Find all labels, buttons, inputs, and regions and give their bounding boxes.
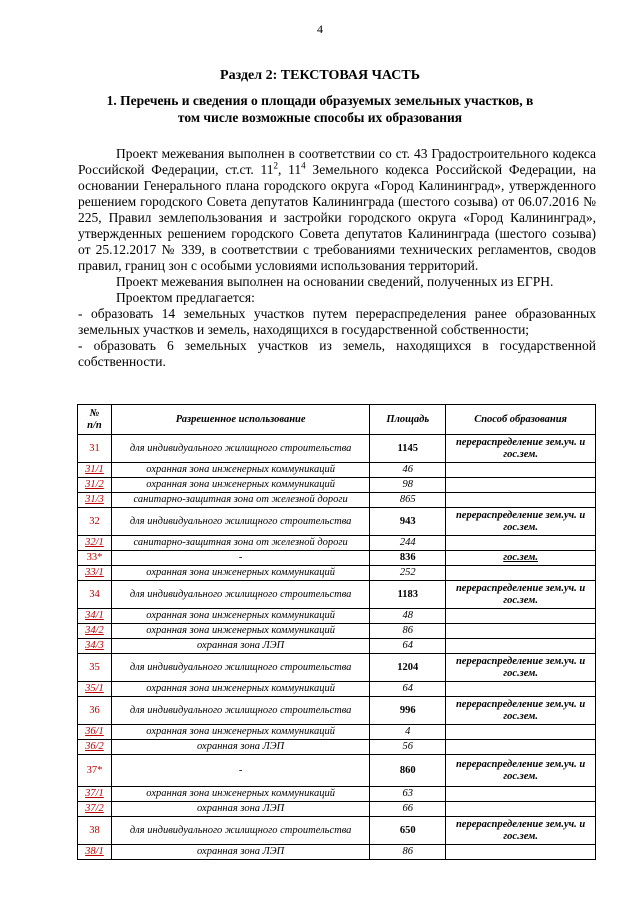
area-cell: 650 <box>370 817 446 845</box>
area-cell: 244 <box>370 536 446 551</box>
table-row <box>78 435 596 463</box>
table-row <box>78 740 596 755</box>
paragraph-egrn: Проект межевания выполнен на основании сведений, полученных из ЕГРН. <box>116 274 554 289</box>
area-cell: 1204 <box>370 654 446 682</box>
permitted-use-cell: санитарно-защитная зона от железной дороги <box>111 493 369 508</box>
table-row <box>78 725 596 740</box>
area-cell: 996 <box>370 697 446 725</box>
permitted-use-cell: охранная зона инженерных коммуникаций <box>111 725 369 740</box>
paragraph-proposal: Проектом предлагается: <box>116 290 255 305</box>
area-cell: 66 <box>370 802 446 817</box>
plot-number-cell: 33* <box>78 551 112 566</box>
plot-number-cell: 31/1 <box>78 463 112 478</box>
header-area: Площадь <box>370 405 446 435</box>
section-title: Раздел 2: ТЕКСТОВАЯ ЧАСТЬ <box>220 68 420 83</box>
area-cell: 836 <box>370 551 446 566</box>
permitted-use-cell: - <box>111 755 369 787</box>
plot-number-cell: 31/3 <box>78 493 112 508</box>
permitted-use-cell: охранная зона инженерных коммуникаций <box>111 624 369 639</box>
permitted-use-cell: для индивидуального жилищного строительства <box>111 508 369 536</box>
plot-number-cell: 35 <box>78 654 112 682</box>
table-row <box>78 609 596 624</box>
bullet-state-land: - образовать 6 земельных участков из земель, находящихся в государственной собственности. <box>78 338 596 369</box>
formation-method-cell: перераспределение зем.уч. и гос.зем. <box>446 697 596 725</box>
land-plots-table <box>77 404 596 860</box>
plot-number-cell: 32 <box>78 508 112 536</box>
area-cell: 46 <box>370 463 446 478</box>
table-row <box>78 463 596 478</box>
permitted-use-cell: - <box>111 551 369 566</box>
formation-method-cell: перераспределение зем.уч. и гос.зем. <box>446 508 596 536</box>
header-number: № п/п <box>78 405 112 435</box>
area-cell: 1145 <box>370 435 446 463</box>
formation-method-cell <box>446 566 596 581</box>
table-row <box>78 654 596 682</box>
permitted-use-cell: охранная зона ЛЭП <box>111 639 369 654</box>
plot-number-cell: 37* <box>78 755 112 787</box>
table-row <box>78 508 596 536</box>
plot-number-cell: 34/2 <box>78 624 112 639</box>
plot-number-cell: 34/3 <box>78 639 112 654</box>
formation-method-cell <box>446 609 596 624</box>
permitted-use-cell: для индивидуального жилищного строительства <box>111 697 369 725</box>
plot-number-cell: 38/1 <box>78 845 112 860</box>
plot-number-cell: 33/1 <box>78 566 112 581</box>
area-cell: 63 <box>370 787 446 802</box>
formation-method-cell <box>446 787 596 802</box>
area-cell: 865 <box>370 493 446 508</box>
formation-method-cell <box>446 740 596 755</box>
table-row <box>78 566 596 581</box>
area-cell: 64 <box>370 682 446 697</box>
plot-number-cell: 36 <box>78 697 112 725</box>
table-row <box>78 845 596 860</box>
formation-method-cell <box>446 802 596 817</box>
formation-method-cell <box>446 845 596 860</box>
permitted-use-cell: для индивидуального жилищного строительства <box>111 435 369 463</box>
table-row <box>78 755 596 787</box>
formation-method-cell <box>446 639 596 654</box>
permitted-use-cell: охранная зона ЛЭП <box>111 845 369 860</box>
permitted-use-cell: охранная зона инженерных коммуникаций <box>111 478 369 493</box>
formation-method-cell <box>446 725 596 740</box>
formation-method-cell <box>446 478 596 493</box>
plot-number-cell: 36/1 <box>78 725 112 740</box>
table-row <box>78 493 596 508</box>
table-row <box>78 581 596 609</box>
formation-method-cell: перераспределение зем.уч. и гос.зем. <box>446 817 596 845</box>
plot-number-cell: 37/1 <box>78 787 112 802</box>
formation-method-cell: перераспределение зем.уч. и гос.зем. <box>446 435 596 463</box>
header-formation-method: Способ образования <box>446 405 596 435</box>
area-cell: 860 <box>370 755 446 787</box>
formation-method-cell <box>446 536 596 551</box>
table-row <box>78 639 596 654</box>
plot-number-cell: 31/2 <box>78 478 112 493</box>
area-cell: 64 <box>370 639 446 654</box>
formation-method-cell <box>446 624 596 639</box>
formation-method-cell: перераспределение зем.уч. и гос.зем. <box>446 654 596 682</box>
area-cell: 943 <box>370 508 446 536</box>
table-row <box>78 478 596 493</box>
table-row <box>78 802 596 817</box>
formation-method-cell <box>446 463 596 478</box>
table-row <box>78 551 596 566</box>
plot-number-cell: 38 <box>78 817 112 845</box>
formation-method-cell: перераспределение зем.уч. и гос.зем. <box>446 755 596 787</box>
table-row <box>78 536 596 551</box>
body-text <box>78 146 596 370</box>
plot-number-cell: 34/1 <box>78 609 112 624</box>
area-cell: 48 <box>370 609 446 624</box>
area-cell: 4 <box>370 725 446 740</box>
permitted-use-cell: охранная зона ЛЭП <box>111 740 369 755</box>
table-row <box>78 817 596 845</box>
plot-number-cell: 34 <box>78 581 112 609</box>
area-cell: 56 <box>370 740 446 755</box>
bullet-redistribution: - образовать 14 земельных участков путем перераспределения ранее образованных земельных участков и земель, находящихся в государственной собственности; <box>78 306 596 337</box>
plot-number-cell: 31 <box>78 435 112 463</box>
table-row <box>78 697 596 725</box>
permitted-use-cell: для индивидуального жилищного строительства <box>111 654 369 682</box>
formation-method-cell: гос.зем. <box>446 551 596 566</box>
formation-method-cell <box>446 493 596 508</box>
permitted-use-cell: санитарно-защитная зона от железной дороги <box>111 536 369 551</box>
area-cell: 1183 <box>370 581 446 609</box>
plot-number-cell: 32/1 <box>78 536 112 551</box>
area-cell: 86 <box>370 845 446 860</box>
paragraph-basis: Проект межевания выполнен в соответствии со ст. 43 Градостроительного кодекса Российской Федерации, ст.ст. $11^2$, $11^4$ Земельного кодекса Российской Федерации, на основании Генерального плана городского округа «Город Калининград», утвержденного решением городского Совета депутатов Калининграда (шестого созыва) от 06.07.2016 № 225, Правил землепользования и застройки городского округа «Город Калининград», утвержденных решением городского Совета депутатов Калининграда (шестого созыва) от 25.12.2017 № 339, в соответствии с требованиями технических регламентов, сводов правил, границ зон с особыми условиями использования территорий. <box>78 146 596 273</box>
permitted-use-cell: охранная зона инженерных коммуникаций <box>111 682 369 697</box>
heading-line-2: том числе возможные способы их образования <box>177 110 463 125</box>
table-row <box>78 787 596 802</box>
formation-method-cell <box>446 682 596 697</box>
permitted-use-cell: охранная зона инженерных коммуникаций <box>111 787 369 802</box>
area-cell: 98 <box>370 478 446 493</box>
plot-number-cell: 37/2 <box>78 802 112 817</box>
plot-number-cell: 35/1 <box>78 682 112 697</box>
page-number: 4 <box>317 22 323 36</box>
permitted-use-cell: охранная зона инженерных коммуникаций <box>111 609 369 624</box>
heading-line-1: 1. Перечень и сведения о площади образуемых земельных участков, в <box>106 93 534 108</box>
formation-method-cell: перераспределение зем.уч. и гос.зем. <box>446 581 596 609</box>
permitted-use-cell: охранная зона ЛЭП <box>111 802 369 817</box>
table-row <box>78 682 596 697</box>
area-cell: 86 <box>370 624 446 639</box>
permitted-use-cell: охранная зона инженерных коммуникаций <box>111 463 369 478</box>
table-header-row <box>78 405 596 435</box>
plot-number-cell: 36/2 <box>78 740 112 755</box>
header-permitted-use: Разрешенное использование <box>111 405 369 435</box>
section-heading <box>95 92 545 126</box>
area-cell: 252 <box>370 566 446 581</box>
permitted-use-cell: для индивидуального жилищного строительства <box>111 581 369 609</box>
permitted-use-cell: для индивидуального жилищного строительства <box>111 817 369 845</box>
table-row <box>78 624 596 639</box>
permitted-use-cell: охранная зона инженерных коммуникаций <box>111 566 369 581</box>
